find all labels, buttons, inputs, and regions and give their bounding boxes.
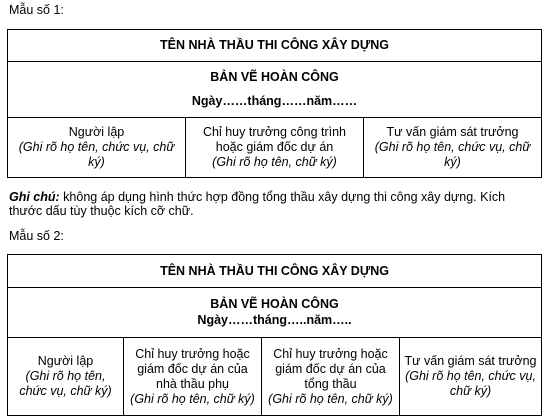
- form2-doc-title: BẢN VẼ HOÀN CÔNG: [210, 297, 339, 311]
- signer-role: Tư vấn giám sát trưởng: [404, 354, 537, 368]
- signer-hint: (Ghi rõ họ tên, chữ ký): [212, 155, 337, 169]
- form2-signer-preparer: [8, 338, 124, 416]
- form2-date-line: Ngày……tháng…..năm…..: [197, 313, 352, 327]
- form1-contractor-name: TÊN NHÀ THẦU THI CÔNG XÂY DỰNG: [8, 30, 542, 62]
- signer-hint: (Ghi rõ họ tên, chữ ký): [130, 391, 255, 406]
- note-label: Ghi chú:: [9, 190, 60, 204]
- form1-title-cell: [8, 62, 542, 118]
- form1-label: Mẫu số 1:: [9, 3, 64, 17]
- form2-label: Mẫu số 2:: [9, 229, 64, 243]
- note: [9, 190, 539, 218]
- form1-signer-preparer: [8, 118, 186, 178]
- form2-table: [7, 254, 542, 416]
- form1-signer-site-commander: [186, 118, 364, 178]
- signer-hint: (Ghi rõ họ tên, chức vụ, chữ ký): [405, 369, 536, 398]
- signer-hint: (Ghi rõ họ tên, chức vụ, chữ ký): [374, 140, 531, 169]
- signer-role: Chỉ huy trưởng công trình hoặc giám đốc dự án: [202, 125, 347, 154]
- signer-hint: (Ghi rõ họ tên, chức vụ, chữ ký): [18, 140, 175, 169]
- form1-doc-title: BẢN VẼ HOÀN CÔNG: [210, 70, 339, 84]
- form2-signer-supervisor: [400, 338, 542, 416]
- signer-role: Chỉ huy trưởng hoặc giám đốc dự án của tổng thầu: [273, 346, 388, 391]
- signer-role: Chỉ huy trưởng hoặc giám đốc dự án của nhà thầu phụ: [135, 346, 250, 391]
- form2-title-cell: [8, 288, 542, 338]
- form2-signer-general-contractor-commander: [262, 338, 400, 416]
- form2-signer-subcontractor-commander: [124, 338, 262, 416]
- signer-hint: (Ghi rõ họ tên, chức vụ, chữ ký): [19, 369, 112, 398]
- signer-role: Người lập: [68, 125, 125, 139]
- form1-table: [7, 29, 542, 178]
- signer-role: Tư vấn giám sát trưởng: [386, 125, 519, 139]
- form1-date-line: Ngày……tháng……năm……: [191, 94, 358, 108]
- form2-contractor-name: TÊN NHÀ THẦU THI CÔNG XÂY DỰNG: [8, 255, 542, 288]
- form1-signer-supervisor: [364, 118, 542, 178]
- signer-hint: (Ghi rõ họ tên, chữ ký): [268, 391, 393, 406]
- note-text: không áp dụng hình thức hợp đồng tổng thầu xây dựng thi công xây dựng. Kích thước dấu tùy thuộc kích cỡ chữ.: [9, 190, 506, 218]
- signer-role: Người lập: [37, 354, 94, 368]
